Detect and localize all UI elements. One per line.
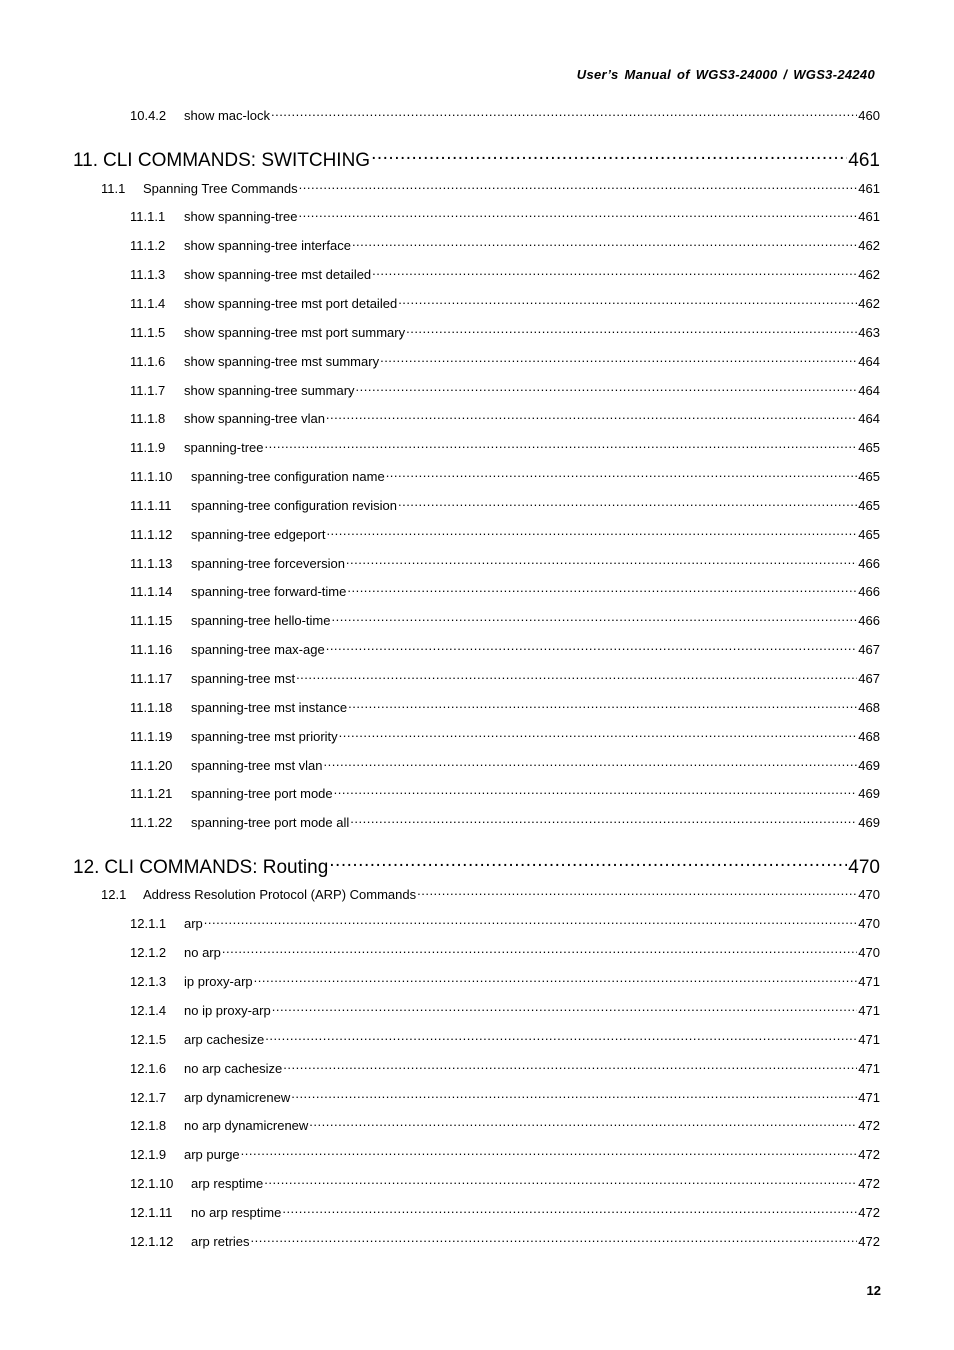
toc-entry-page: 467: [858, 642, 880, 657]
toc-dot-leader: [334, 785, 858, 798]
toc-entry-page: 464: [858, 411, 880, 426]
toc-dot-leader: [326, 410, 857, 423]
toc-subsection-entry[interactable]: [130, 468, 880, 484]
toc-entry-page: 470: [858, 945, 880, 960]
toc-entry-number: 11.: [73, 150, 99, 171]
toc-entry-number: 12.1.2: [130, 945, 167, 960]
toc-dot-leader: [386, 468, 858, 481]
toc-entry-number: 12.1.7: [130, 1090, 167, 1105]
toc-entry-title: arp purge: [184, 1147, 240, 1162]
toc-entry-title: show spanning-tree interface: [184, 238, 351, 253]
toc-dot-leader: [348, 699, 857, 712]
toc-subsection-entry[interactable]: [130, 973, 880, 989]
toc-entry-page: 472: [858, 1205, 880, 1220]
toc-dot-leader: [254, 973, 858, 986]
toc-entry-page: 472: [858, 1147, 880, 1162]
toc-subsection-entry[interactable]: [130, 583, 880, 599]
toc-dot-leader: [372, 266, 857, 279]
toc-entry-title: show spanning-tree mst port summary: [184, 325, 406, 340]
toc-subsection-entry[interactable]: [130, 107, 880, 123]
toc-entry-number: 11.1.7: [130, 383, 166, 398]
toc-entry-page: 469: [858, 758, 880, 773]
toc-entry-page: 466: [858, 584, 880, 599]
toc-entry-title: spanning-tree edgeport: [191, 527, 326, 542]
toc-entry-page: 466: [858, 613, 880, 628]
toc-entry-title: no arp dynamicrenew: [184, 1118, 309, 1133]
toc-subsection-entry[interactable]: [130, 1060, 880, 1076]
toc-entry-title: no ip proxy-arp: [184, 1003, 271, 1018]
toc-subsection-entry[interactable]: [130, 757, 880, 773]
toc-entry-title: spanning-tree mst instance: [191, 700, 348, 715]
toc-entry-page: 461: [858, 181, 880, 196]
toc-dot-leader: [272, 1002, 858, 1015]
toc-entry-title: show spanning-tree: [184, 209, 298, 224]
toc-subsection-entry[interactable]: [130, 1031, 880, 1047]
toc-entry-page: 465: [858, 498, 880, 513]
toc-entry-page: 462: [858, 296, 880, 311]
toc-entry-page: 462: [858, 267, 880, 282]
toc-entry-title: spanning-tree forward-time: [191, 584, 347, 599]
toc-entry-page: 460: [858, 108, 880, 123]
toc-entry-page: 469: [858, 786, 880, 801]
toc-entry-number: 11.1.2: [130, 238, 166, 253]
toc-entry-title: Address Resolution Protocol (ARP) Commands: [143, 887, 417, 902]
toc-subsection-entry[interactable]: [130, 670, 880, 686]
toc-entry-page: 470: [848, 857, 880, 878]
toc-entry-number: 12.1.9: [130, 1147, 167, 1162]
toc-subsection-entry[interactable]: [130, 353, 880, 369]
toc-entry-number: 12.1.5: [130, 1032, 167, 1047]
toc-subsection-entry[interactable]: [130, 266, 880, 282]
toc-entry-page: 471: [858, 1003, 880, 1018]
toc-dot-leader: [331, 612, 857, 625]
toc-entry-title: arp cachesize: [184, 1032, 265, 1047]
toc-entry-title: show spanning-tree vlan: [184, 411, 325, 426]
toc-chapter-entry[interactable]: [73, 147, 880, 172]
toc-subsection-entry[interactable]: [130, 1002, 880, 1018]
toc-entry-title: spanning-tree configuration name: [191, 469, 385, 484]
toc-dot-leader: [339, 728, 858, 741]
toc-entry-title: show mac-lock: [184, 108, 270, 123]
toc-entry-number: 12.1.3: [130, 974, 167, 989]
toc-entry-number: 11.1.18: [130, 700, 173, 715]
toc-dot-leader: [324, 757, 858, 770]
toc-entry-title: spanning-tree mst vlan: [191, 758, 323, 773]
toc-subsection-entry[interactable]: [130, 699, 880, 715]
toc-entry-page: 470: [858, 916, 880, 931]
toc-subsection-entry[interactable]: [130, 728, 880, 744]
toc-entry-number: 11.1.5: [130, 325, 166, 340]
toc-entry-page: 468: [858, 700, 880, 715]
toc-entry-page: 465: [858, 527, 880, 542]
toc-entry-title: show spanning-tree mst port detailed: [184, 296, 398, 311]
toc-subsection-entry[interactable]: [130, 785, 880, 801]
toc-dot-leader: [251, 1233, 858, 1246]
toc-subsection-entry[interactable]: [130, 295, 880, 311]
toc-entry-number: 11.1.22: [130, 815, 173, 830]
toc-section-entry[interactable]: [101, 180, 880, 196]
toc-entry-title: spanning-tree mst priority: [191, 729, 338, 744]
toc-dot-leader: [398, 497, 857, 510]
toc-dot-leader: [326, 641, 858, 654]
toc-entry-number: 11.1.3: [130, 267, 166, 282]
toc-entry-number: 11.1.16: [130, 642, 173, 657]
toc-dot-leader: [347, 583, 857, 596]
toc-dot-leader: [204, 915, 858, 928]
toc-subsection-entry[interactable]: [130, 944, 880, 960]
toc-entry-number: 11.1.19: [130, 729, 173, 744]
toc-entry-page: 462: [858, 238, 880, 253]
toc-entry-page: 465: [858, 440, 880, 455]
toc-dot-leader: [356, 382, 858, 395]
toc-entry-title: show spanning-tree mst summary: [184, 354, 380, 369]
page-number: 12: [866, 1283, 881, 1298]
toc-dot-leader: [380, 353, 857, 366]
toc-entry-number: 12.1.10: [130, 1176, 174, 1191]
toc-entry-number: 11.1.13: [130, 556, 173, 571]
toc-entry-title: spanning-tree forceversion: [191, 556, 345, 571]
toc-dot-leader: [371, 147, 847, 166]
toc-entry-page: 466: [858, 556, 880, 571]
toc-entry-title: spanning-tree mst: [191, 671, 296, 686]
toc-entry-page: 471: [858, 1090, 880, 1105]
toc-dot-leader: [309, 1117, 857, 1130]
toc-dot-leader: [241, 1146, 858, 1159]
toc-entry-title: no arp: [184, 945, 221, 960]
toc-subsection-entry[interactable]: [130, 1204, 880, 1220]
toc-dot-leader: [296, 670, 857, 683]
toc-dot-leader: [417, 886, 857, 899]
toc-entry-number: 12.1.8: [130, 1118, 167, 1133]
toc-dot-leader: [352, 237, 857, 250]
toc-subsection-entry[interactable]: [130, 1117, 880, 1133]
toc-entry-page: 461: [848, 150, 880, 171]
toc-entry-title: no arp resptime: [191, 1205, 282, 1220]
toc-entry-number: 10.4.2: [130, 108, 167, 123]
toc-subsection-entry[interactable]: [130, 439, 880, 455]
toc-entry-number: 12.1: [101, 887, 127, 902]
toc-dot-leader: [265, 1031, 857, 1044]
toc-entry-title: ip proxy-arp: [184, 974, 253, 989]
toc-dot-leader: [283, 1060, 857, 1073]
toc-entry-number: 11.1.10: [130, 469, 173, 484]
toc-dot-leader: [346, 555, 857, 568]
toc-entry-page: 463: [858, 325, 880, 340]
toc-entry-title: show spanning-tree mst detailed: [184, 267, 372, 282]
toc-entry-page: 471: [858, 1032, 880, 1047]
toc-entry-title: CLI COMMANDS: Routing: [104, 857, 329, 878]
toc-entry-number: 11.1.17: [130, 671, 173, 686]
toc-entry-page: 472: [858, 1176, 880, 1191]
toc-subsection-entry[interactable]: [130, 612, 880, 628]
toc-entry-number: 11.1.11: [130, 498, 172, 513]
toc-entry-title: spanning-tree hello-time: [191, 613, 331, 628]
toc-entry-number: 12.: [73, 857, 100, 878]
toc-entry-title: spanning-tree port mode all: [191, 815, 350, 830]
toc-subsection-entry[interactable]: [130, 1175, 880, 1191]
toc-subsection-entry[interactable]: [130, 410, 880, 426]
toc-entry-number: 11.1.14: [130, 584, 173, 599]
toc-entry-number: 11.1.12: [130, 527, 173, 542]
toc-dot-leader: [222, 944, 857, 957]
toc-subsection-entry[interactable]: [130, 555, 880, 571]
toc-entry-title: arp dynamicrenew: [184, 1090, 291, 1105]
toc-subsection-entry[interactable]: [130, 915, 880, 931]
toc-dot-leader: [271, 107, 857, 120]
running-header: User’s Manual of WGS3-24000 / WGS3-24240: [576, 67, 875, 82]
toc-entry-page: 472: [858, 1118, 880, 1133]
toc-entry-title: spanning-tree port mode: [191, 786, 333, 801]
toc-entry-title: CLI COMMANDS: SWITCHING: [103, 150, 371, 171]
toc-dot-leader: [350, 814, 857, 827]
toc-entry-page: 461: [858, 209, 880, 224]
toc-entry-page: 472: [858, 1234, 880, 1249]
toc-chapter-entry[interactable]: [73, 854, 880, 879]
toc-subsection-entry[interactable]: [130, 1233, 880, 1249]
toc-entry-number: 12.1.6: [130, 1061, 167, 1076]
toc-entry-number: 11.1.20: [130, 758, 173, 773]
toc-entry-title: spanning-tree: [184, 440, 264, 455]
toc-entry-number: 12.1.12: [130, 1234, 174, 1249]
toc-entry-number: 12.1.11: [130, 1205, 173, 1220]
toc-entry-title: Spanning Tree Commands: [143, 181, 298, 196]
toc-dot-leader: [329, 854, 847, 873]
toc-dot-leader: [264, 1175, 857, 1188]
toc-entry-title: spanning-tree max-age: [191, 642, 325, 657]
toc-entry-number: 11.1.1: [130, 209, 166, 224]
toc-section-entry[interactable]: [101, 886, 880, 902]
toc-subsection-entry[interactable]: [130, 237, 880, 253]
toc-dot-leader: [265, 439, 858, 452]
toc-dot-leader: [299, 180, 858, 193]
toc-subsection-entry[interactable]: [130, 641, 880, 657]
toc-dot-leader: [406, 324, 857, 337]
toc-dot-leader: [291, 1089, 857, 1102]
toc-entry-page: 469: [858, 815, 880, 830]
toc-subsection-entry[interactable]: [130, 208, 880, 224]
toc-entry-number: 11.1.9: [130, 440, 166, 455]
toc-subsection-entry[interactable]: [130, 497, 880, 513]
toc-entry-title: no arp cachesize: [184, 1061, 283, 1076]
toc-dot-leader: [398, 295, 857, 308]
toc-entry-page: 468: [858, 729, 880, 744]
toc-entry-number: 11.1.15: [130, 613, 173, 628]
toc-subsection-entry[interactable]: [130, 324, 880, 340]
toc-dot-leader: [326, 526, 857, 539]
toc-dot-leader: [298, 208, 857, 221]
toc-entry-page: 464: [858, 383, 880, 398]
toc-entry-page: 467: [858, 671, 880, 686]
toc-entry-page: 464: [858, 354, 880, 369]
toc-entry-page: 471: [858, 1061, 880, 1076]
toc-entry-number: 12.1.1: [130, 916, 167, 931]
toc-subsection-entry[interactable]: [130, 1089, 880, 1105]
toc-entry-page: 471: [858, 974, 880, 989]
toc-entry-title: show spanning-tree summary: [184, 383, 355, 398]
toc-entry-number: 12.1.4: [130, 1003, 167, 1018]
toc-entry-title: arp retries: [191, 1234, 250, 1249]
toc-entry-title: arp resptime: [191, 1176, 264, 1191]
toc-entry-number: 11.1.21: [130, 786, 173, 801]
toc-entry-number: 11.1.6: [130, 354, 166, 369]
toc-entry-number: 11.1: [101, 181, 126, 196]
toc-subsection-entry[interactable]: [130, 1146, 880, 1162]
toc-dot-leader: [282, 1204, 857, 1217]
toc-subsection-entry[interactable]: [130, 382, 880, 398]
toc-subsection-entry[interactable]: [130, 526, 880, 542]
toc-entry-number: 11.1.4: [130, 296, 166, 311]
toc-entry-title: arp: [184, 916, 203, 931]
toc-entry-page: 465: [858, 469, 880, 484]
toc-subsection-entry[interactable]: [130, 814, 880, 830]
toc-entry-number: 11.1.8: [130, 411, 166, 426]
toc-entry-title: spanning-tree configuration revision: [191, 498, 397, 513]
toc-entry-page: 470: [858, 887, 880, 902]
